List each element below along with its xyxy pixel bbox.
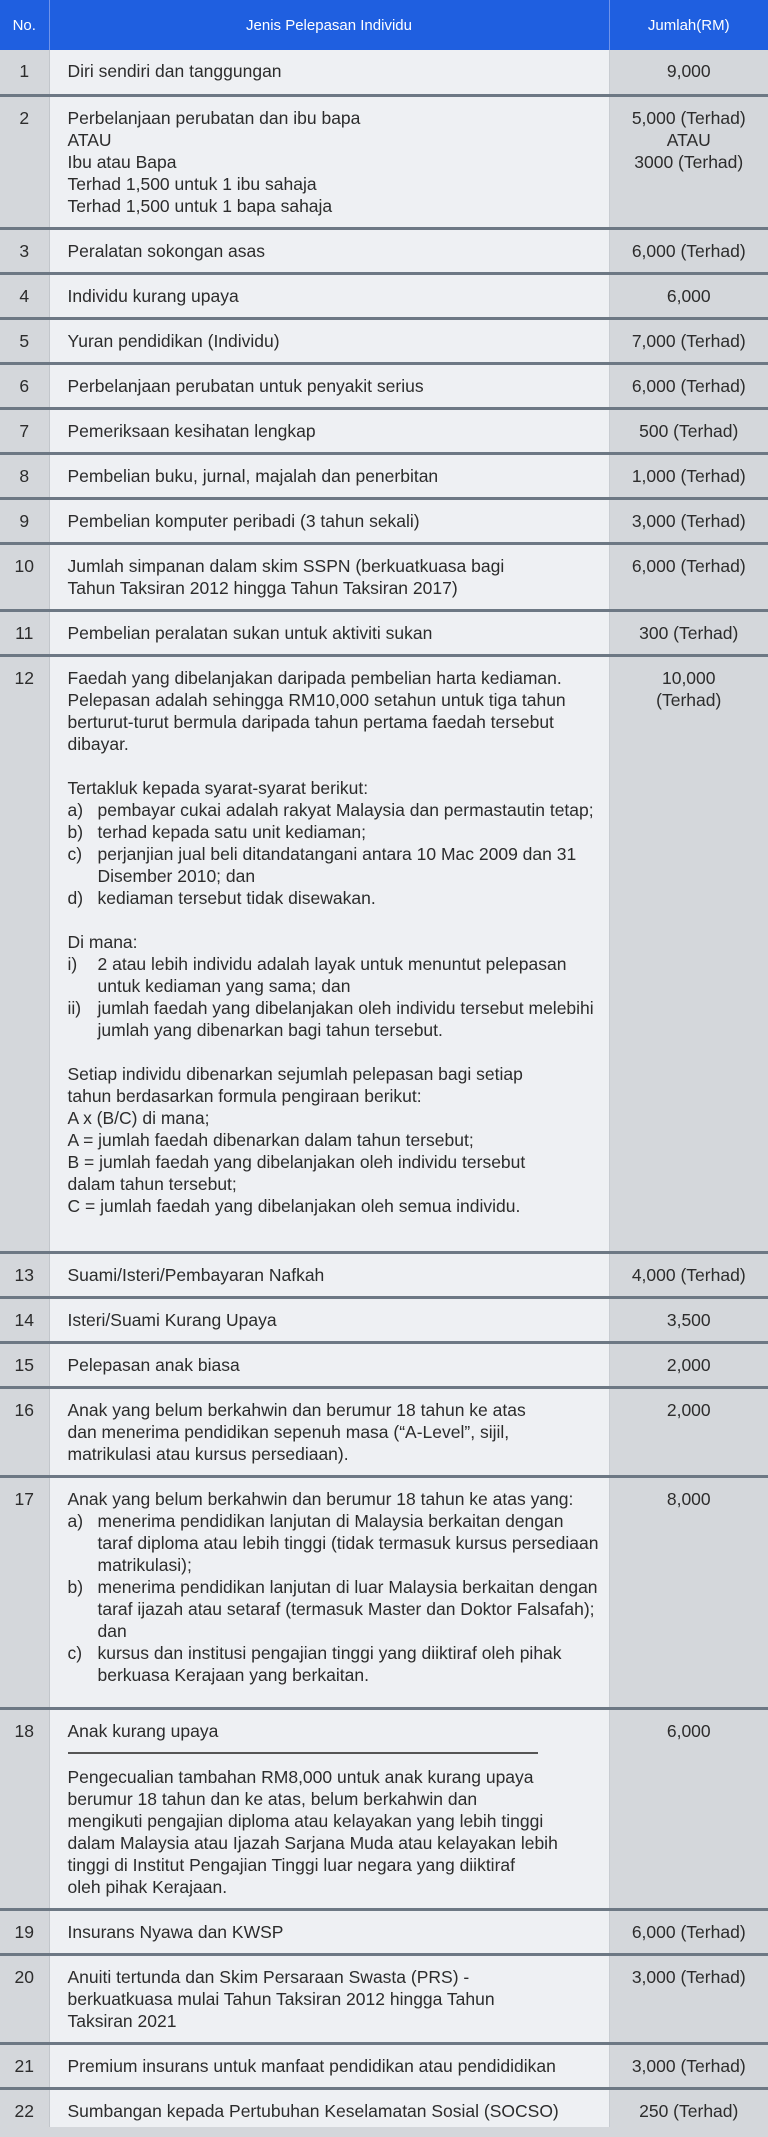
text-line: Insurans Nyawa dan KWSP xyxy=(67,1921,284,1942)
amount-line: 2,000 xyxy=(666,1354,711,1375)
row-number: 12 xyxy=(0,655,49,1252)
text-line: dibayar. xyxy=(67,733,129,754)
list-label: b) xyxy=(67,1576,84,1597)
row-amount xyxy=(609,453,768,498)
row-number: 20 xyxy=(0,1954,49,2043)
list-item xyxy=(68,1576,599,1642)
amount-line: 250 (Terhad) xyxy=(639,2100,739,2121)
text-line: Isteri/Suami Kurang Upaya xyxy=(67,1309,277,1330)
text-line: ATAU xyxy=(67,129,112,150)
list-item xyxy=(68,953,599,997)
text-line: A = jumlah faedah dibenarkan dalam tahun tersebut; xyxy=(67,1129,474,1150)
row-number: 2 xyxy=(0,95,49,228)
header-no: No. xyxy=(0,0,49,50)
row-amount xyxy=(609,655,768,1252)
list-label: i) xyxy=(67,953,78,974)
amount-line: 3,000 (Terhad) xyxy=(631,1966,746,1987)
amount-line: 6,000 xyxy=(666,1720,711,1741)
table-row xyxy=(0,95,768,228)
amount-line: 6,000 (Terhad) xyxy=(631,555,746,576)
header-amount: Jumlah(RM) xyxy=(609,0,768,50)
table-row xyxy=(0,655,768,1252)
text-line: dalam tahun tersebut; xyxy=(67,1173,237,1194)
row-number: 11 xyxy=(0,610,49,655)
list-label: c) xyxy=(67,843,83,864)
text-line: Tahun Taksiran 2012 hingga Tahun Taksiran 2017) xyxy=(67,577,458,598)
list-text: menerima pendidikan lanjutan di luar Malaysia berkaitan dengan taraf ijazah atau setaraf (termasuk Master dan Doktor Falsafah); dan xyxy=(97,1576,598,1641)
amount-line: (Terhad) xyxy=(656,689,722,710)
list-label: a) xyxy=(67,1510,84,1531)
row-amount xyxy=(609,228,768,273)
table-row xyxy=(0,50,768,95)
row-number: 15 xyxy=(0,1342,49,1387)
row-description xyxy=(49,1387,609,1476)
list-item xyxy=(68,997,599,1041)
paragraph-gap xyxy=(68,1041,599,1063)
text-line: Pengecualian tambahan RM8,000 untuk anak kurang upaya xyxy=(67,1766,534,1787)
row-description xyxy=(49,655,609,1252)
row-description xyxy=(49,1476,609,1708)
list-intro: Di mana: xyxy=(67,931,138,952)
amount-line: 6,000 xyxy=(666,285,711,306)
text-line: berumur 18 tahun dan ke atas, belum berkahwin dan xyxy=(67,1788,478,1809)
amount-line: 1,000 (Terhad) xyxy=(631,465,746,486)
bottom-bar xyxy=(0,2127,768,2137)
text-line: tinggi di Institut Pengajian Tinggi luar negara yang diiktiraf xyxy=(67,1854,515,1875)
row-description xyxy=(49,273,609,318)
text-line: Anuiti tertunda dan Skim Persaraan Swasta (PRS) - xyxy=(67,1966,470,1987)
row-number: 1 xyxy=(0,50,49,95)
list-text: kursus dan institusi pengajian tinggi yang diiktiraf oleh pihak berkuasa Kerajaan yang berkaitan. xyxy=(97,1642,562,1685)
row-amount xyxy=(609,1954,768,2043)
title-divider xyxy=(68,1752,538,1754)
amount-line: 2,000 xyxy=(666,1399,711,1420)
row-description xyxy=(49,543,609,610)
row-number: 16 xyxy=(0,1387,49,1476)
text-line: Pembelian peralatan sukan untuk aktiviti sukan xyxy=(67,622,433,643)
row-description xyxy=(49,2043,609,2088)
row-amount xyxy=(609,1708,768,1909)
row-amount xyxy=(609,318,768,363)
text-line: Terhad 1,500 untuk 1 ibu sahaja xyxy=(67,173,317,194)
list-label: b) xyxy=(67,821,84,842)
text-line: Pemeriksaan kesihatan lengkap xyxy=(67,420,316,441)
list-label: ii) xyxy=(67,997,82,1018)
table-row xyxy=(0,1252,768,1297)
row-amount xyxy=(609,1252,768,1297)
text-line: matrikulasi atau kursus persediaan). xyxy=(67,1443,349,1464)
table-row xyxy=(0,1909,768,1954)
row-description xyxy=(49,1297,609,1342)
list-text: jumlah faedah yang dibelanjakan oleh individu tersebut melebihi jumlah yang dibenarkan bagi tahun tersebut. xyxy=(97,997,594,1040)
row-description xyxy=(49,453,609,498)
table-row xyxy=(0,363,768,408)
row-description xyxy=(49,318,609,363)
list-label: a) xyxy=(67,799,84,820)
row-description xyxy=(49,408,609,453)
table-row xyxy=(0,453,768,498)
text-line: Peralatan sokongan asas xyxy=(67,240,265,261)
table-row xyxy=(0,498,768,543)
row-description xyxy=(49,228,609,273)
row-amount xyxy=(609,1476,768,1708)
row-amount xyxy=(609,1297,768,1342)
row-number: 8 xyxy=(0,453,49,498)
list-text: perjanjian jual beli ditandatangani antara 10 Mac 2009 dan 31 Disember 2010; dan xyxy=(97,843,577,886)
text-line: Anak yang belum berkahwin dan berumur 18 tahun ke atas xyxy=(67,1399,526,1420)
list-item xyxy=(68,799,599,821)
row-description xyxy=(49,498,609,543)
row-number: 13 xyxy=(0,1252,49,1297)
amount-line: 9,000 xyxy=(666,61,711,81)
text-line: B = jumlah faedah yang dibelanjakan oleh individu tersebut xyxy=(67,1151,526,1172)
list-label: d) xyxy=(67,887,84,908)
row-amount xyxy=(609,95,768,228)
table-row xyxy=(0,1954,768,2043)
row-number: 22 xyxy=(0,2088,49,2133)
text-line: Pelepasan anak biasa xyxy=(67,1354,240,1375)
text-line: Suami/Isteri/Pembayaran Nafkah xyxy=(67,1264,325,1285)
paragraph-gap xyxy=(68,755,599,777)
text-line: berkuatkuasa mulai Tahun Taksiran 2012 hingga Tahun xyxy=(67,1988,495,2009)
row-description xyxy=(49,1342,609,1387)
text-line: Diri sendiri dan tanggungan xyxy=(67,61,282,81)
row-description xyxy=(49,1252,609,1297)
text-line: Pelepasan adalah sehingga RM10,000 setahun untuk tiga tahun xyxy=(67,689,566,710)
list-item xyxy=(68,821,599,843)
amount-line: 3000 (Terhad) xyxy=(634,151,744,172)
row-number: 21 xyxy=(0,2043,49,2088)
text-line: tahun berdasarkan formula pengiraan berikut: xyxy=(67,1085,422,1106)
row-description xyxy=(49,1909,609,1954)
row-description xyxy=(49,50,609,95)
table-header xyxy=(0,0,768,50)
amount-line: 6,000 (Terhad) xyxy=(631,375,746,396)
table-row xyxy=(0,1708,768,1909)
list-text: menerima pendidikan lanjutan di Malaysia berkaitan dengan taraf diploma atau lebih tinggi (tidak termasuk kursus persediaan matrikulasi); xyxy=(97,1510,599,1575)
text-line: Pembelian buku, jurnal, majalah dan penerbitan xyxy=(67,465,439,486)
amount-line: 10,000 xyxy=(661,667,716,688)
list-item xyxy=(68,1642,599,1686)
list-text: 2 atau lebih individu adalah layak untuk menuntut pelepasan untuk kediaman yang sama; dan xyxy=(97,953,567,996)
row-number: 17 xyxy=(0,1476,49,1708)
text-line: Pembelian komputer peribadi (3 tahun sekali) xyxy=(67,510,420,531)
paragraph-gap xyxy=(68,909,599,931)
text-line: Perbelanjaan perubatan untuk penyakit serius xyxy=(67,375,424,396)
amount-line: 5,000 (Terhad) xyxy=(631,107,746,128)
row-amount xyxy=(609,273,768,318)
text-line: Ibu atau Bapa xyxy=(67,151,177,172)
row-amount xyxy=(609,498,768,543)
list-intro: Tertakluk kepada syarat-syarat berikut: xyxy=(67,777,369,798)
table-row xyxy=(0,228,768,273)
text-line: mengikuti pengajian diploma atau kelayakan yang lebih tinggi xyxy=(67,1810,544,1831)
list-intro: Anak yang belum berkahwin dan berumur 18 tahun ke atas yang: xyxy=(67,1488,574,1509)
text-line: dalam Malaysia atau Ijazah Sarjana Muda atau kelayakan lebih xyxy=(67,1832,558,1853)
row-number: 5 xyxy=(0,318,49,363)
row-description xyxy=(49,610,609,655)
text-line: Setiap individu dibenarkan sejumlah pelepasan bagi setiap xyxy=(67,1063,523,1084)
row-number: 6 xyxy=(0,363,49,408)
row-number: 9 xyxy=(0,498,49,543)
row-number: 19 xyxy=(0,1909,49,1954)
row-description xyxy=(49,1954,609,2043)
text-line: C = jumlah faedah yang dibelanjakan oleh semua individu. xyxy=(67,1195,521,1216)
text-line: dan menerima pendidikan sepenuh masa (“A-Level”, sijil, xyxy=(67,1421,510,1442)
amount-line: 7,000 (Terhad) xyxy=(631,330,746,351)
table-row xyxy=(0,1387,768,1476)
amount-line: 3,000 (Terhad) xyxy=(631,510,746,531)
text-line: oleh pihak Kerajaan. xyxy=(67,1876,228,1897)
table-row xyxy=(0,408,768,453)
row-description xyxy=(49,95,609,228)
row-amount xyxy=(609,1342,768,1387)
text-line: Perbelanjaan perubatan dan ibu bapa xyxy=(67,107,361,128)
list-item xyxy=(68,843,599,887)
text-line: Individu kurang upaya xyxy=(67,285,239,306)
table-row xyxy=(0,2043,768,2088)
amount-line: 3,000 (Terhad) xyxy=(631,2055,746,2076)
row-amount xyxy=(609,543,768,610)
table-row xyxy=(0,543,768,610)
text-line: Taksiran 2021 xyxy=(67,2010,177,2031)
text-line: Yuran pendidikan (Individu) xyxy=(67,330,280,351)
list-item xyxy=(68,1510,599,1576)
list-item xyxy=(68,887,599,909)
text-line: Jumlah simpanan dalam skim SSPN (berkuatkuasa bagi xyxy=(67,555,505,576)
table-body xyxy=(0,50,768,2133)
amount-line: 300 (Terhad) xyxy=(639,622,739,643)
row-title: Anak kurang upaya xyxy=(67,1720,219,1741)
row-number: 3 xyxy=(0,228,49,273)
list-label: c) xyxy=(67,1642,83,1663)
text-line: Faedah yang dibelanjakan daripada pembelian harta kediaman. xyxy=(67,667,562,688)
row-number: 7 xyxy=(0,408,49,453)
amount-line: ATAU xyxy=(666,129,711,150)
row-number: 14 xyxy=(0,1297,49,1342)
text-line: berturut-turut bermula daripada tahun pertama faedah tersebut xyxy=(67,711,554,732)
text-line: A x (B/C) di mana; xyxy=(67,1107,210,1128)
amount-line: 3,500 xyxy=(666,1309,711,1330)
row-amount xyxy=(609,610,768,655)
row-number: 18 xyxy=(0,1708,49,1909)
list-text: pembayar cukai adalah rakyat Malaysia dan permastautin tetap; xyxy=(97,799,594,820)
row-amount xyxy=(609,50,768,95)
row-amount xyxy=(609,2043,768,2088)
table-row xyxy=(0,318,768,363)
row-number: 10 xyxy=(0,543,49,610)
text-line: Premium insurans untuk manfaat pendidikan atau pendididikan xyxy=(67,2055,556,2076)
amount-line: 6,000 (Terhad) xyxy=(631,1921,746,1942)
table-row xyxy=(0,1476,768,1708)
row-amount xyxy=(609,1387,768,1476)
row-amount xyxy=(609,1909,768,1954)
list-text: terhad kepada satu unit kediaman; xyxy=(97,821,367,842)
row-number: 4 xyxy=(0,273,49,318)
row-amount xyxy=(609,363,768,408)
header-type: Jenis Pelepasan Individu xyxy=(49,0,609,50)
table-row xyxy=(0,1297,768,1342)
row-description xyxy=(49,363,609,408)
table-row xyxy=(0,1342,768,1387)
table-row xyxy=(0,273,768,318)
text-line: Sumbangan kepada Pertubuhan Keselamatan Sosial (SOCSO) xyxy=(67,2100,559,2121)
row-description xyxy=(49,1708,609,1909)
text-line: Terhad 1,500 untuk 1 bapa sahaja xyxy=(67,195,333,216)
amount-line: 500 (Terhad) xyxy=(639,420,739,441)
table-row xyxy=(0,610,768,655)
amount-line: 4,000 (Terhad) xyxy=(631,1264,746,1285)
list-text: kediaman tersebut tidak disewakan. xyxy=(97,887,376,908)
amount-line: 6,000 (Terhad) xyxy=(631,240,746,261)
amount-line: 8,000 xyxy=(666,1488,711,1509)
row-amount xyxy=(609,408,768,453)
